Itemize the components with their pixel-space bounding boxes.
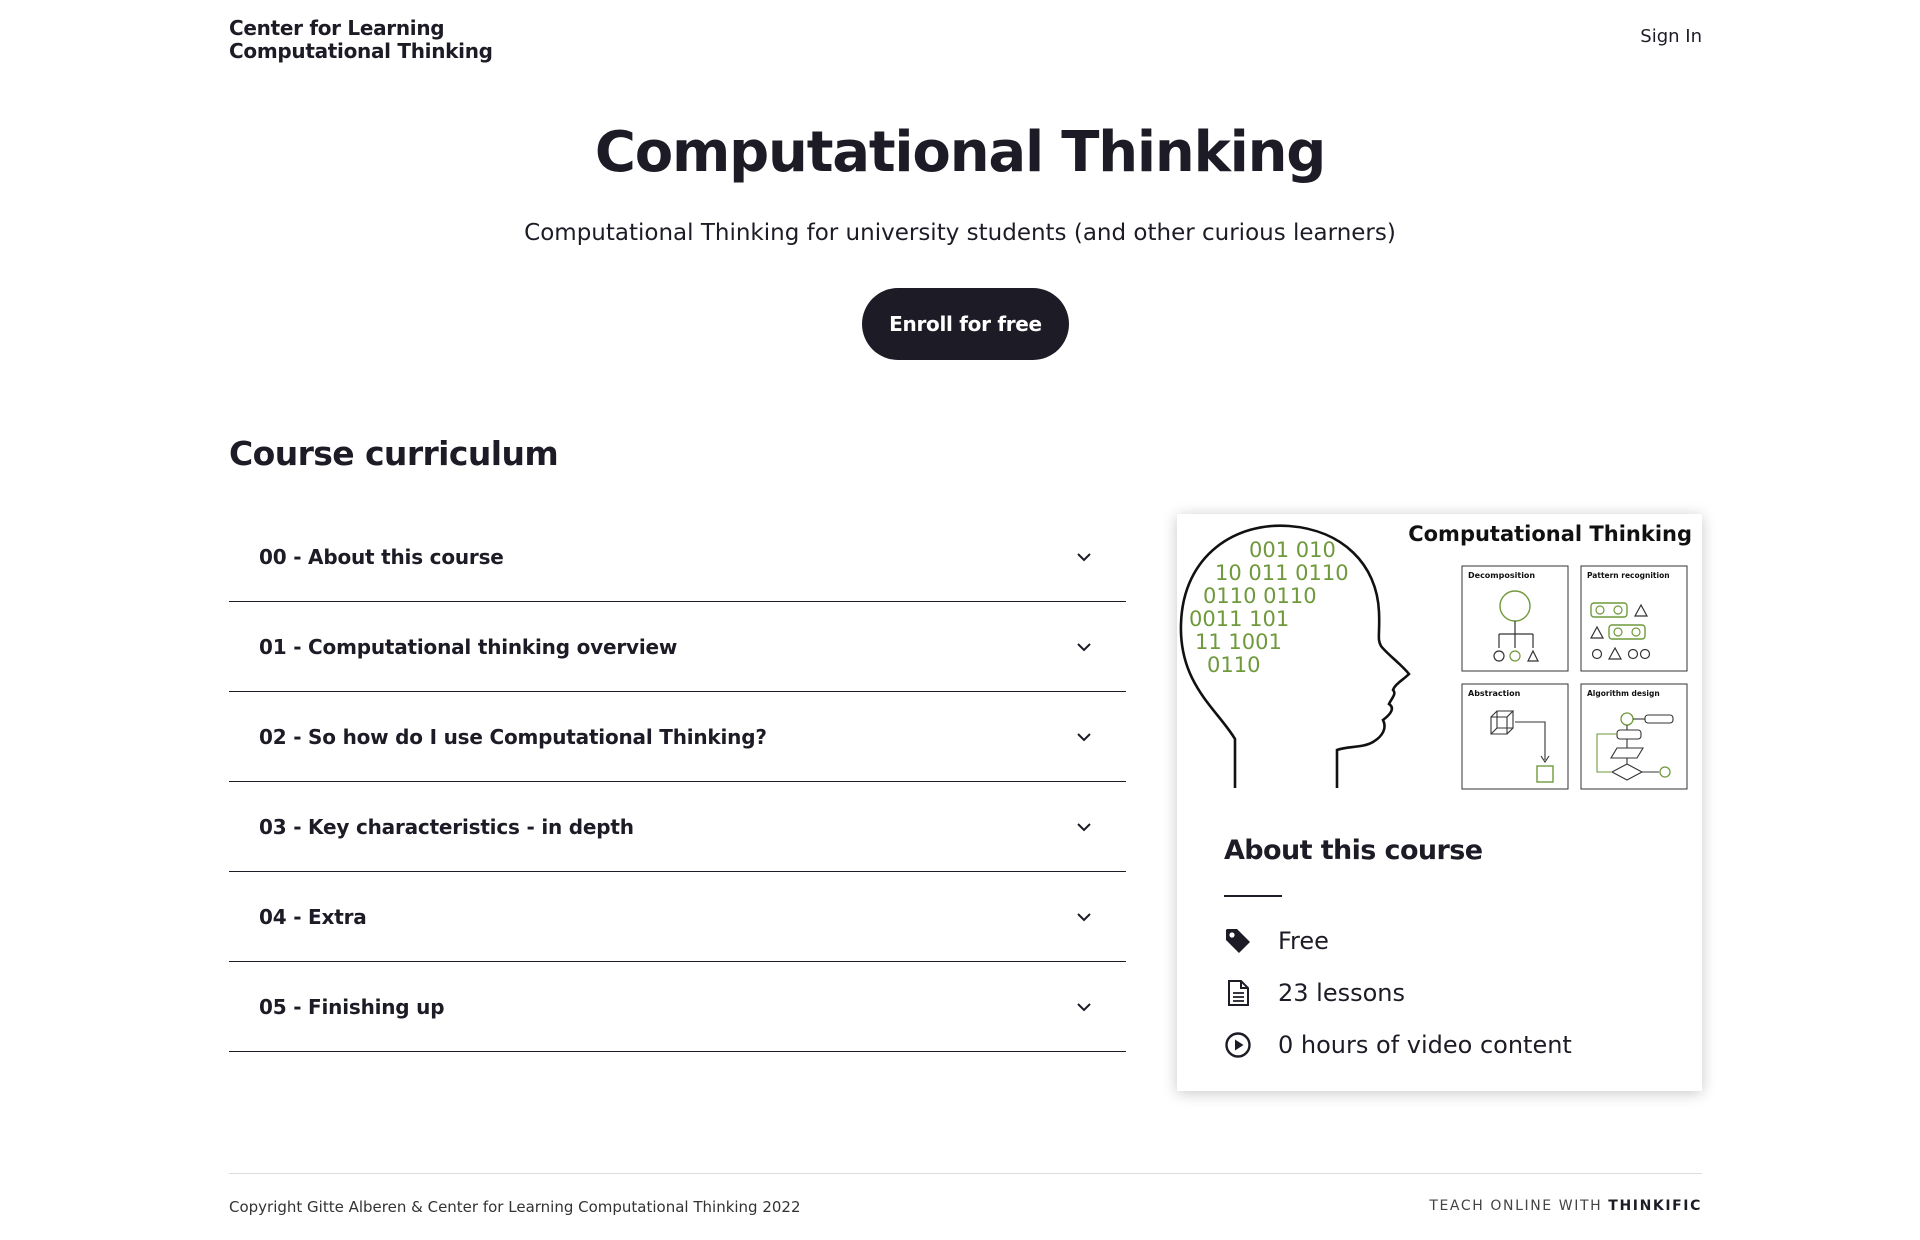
- feature-text: 23 lessons: [1278, 979, 1406, 1007]
- course-cover-image: [1177, 514, 1702, 794]
- binary-line: 0110: [1207, 653, 1261, 677]
- chapter-row[interactable]: [229, 602, 1126, 692]
- teach-prefix: TEACH ONLINE WITH: [1429, 1198, 1609, 1214]
- chapter-label: 03 - Key characteristics - in depth: [259, 815, 634, 839]
- chevron-down-icon: [1076, 549, 1092, 565]
- chevron-down-icon: [1076, 729, 1092, 745]
- thinkific-link[interactable]: [1429, 1198, 1702, 1214]
- chapter-label: 04 - Extra: [259, 905, 367, 929]
- document-icon: [1224, 979, 1252, 1007]
- site-header: [229, 14, 1702, 74]
- feature-text: Free: [1278, 927, 1329, 955]
- footer-copyright: Copyright Gitte Alberen & Center for Learning Computational Thinking 2022: [229, 1198, 801, 1216]
- binary-line: 001 010: [1249, 538, 1336, 562]
- panel-label: Abstraction: [1468, 689, 1521, 698]
- logo-line-2: Computational Thinking: [229, 39, 493, 63]
- chapter-row[interactable]: [229, 962, 1126, 1052]
- panel-label: Decomposition: [1468, 571, 1536, 580]
- thinkific-brand: THINKIFIC: [1608, 1198, 1702, 1214]
- chapter-row[interactable]: [229, 782, 1126, 872]
- tag-icon: [1224, 927, 1252, 955]
- chapter-row[interactable]: [229, 512, 1126, 602]
- about-course-title: About this course: [1224, 835, 1483, 866]
- logo-line-1: Center for Learning: [229, 16, 445, 40]
- chapter-label: 00 - About this course: [259, 545, 504, 569]
- panel-label: Pattern recognition: [1587, 571, 1670, 580]
- chevron-down-icon: [1076, 639, 1092, 655]
- course-info-card: [1177, 514, 1702, 1091]
- chevron-down-icon: [1076, 819, 1092, 835]
- curriculum-chapter-list: [229, 512, 1126, 1052]
- chapter-row[interactable]: [229, 692, 1126, 782]
- binary-line: 0011 101: [1189, 607, 1290, 631]
- binary-line: 11 1001: [1195, 630, 1282, 654]
- cover-title: Computational Thinking: [1408, 522, 1692, 546]
- chapter-label: 01 - Computational thinking overview: [259, 635, 678, 659]
- chevron-down-icon: [1076, 999, 1092, 1015]
- feature-text: 0 hours of video content: [1278, 1031, 1572, 1059]
- sign-in-link[interactable]: Sign In: [1640, 26, 1702, 47]
- feature-video: [1224, 1028, 1684, 1062]
- page-subtitle: Computational Thinking for university students (and other curious learners): [524, 220, 1396, 246]
- binary-line: 0110 0110: [1203, 584, 1317, 608]
- footer-divider: [229, 1173, 1702, 1174]
- enroll-button[interactable]: Enroll for free: [862, 288, 1069, 360]
- binary-line: 10 011 0110: [1215, 561, 1349, 585]
- chapter-row[interactable]: [229, 872, 1126, 962]
- feature-price: [1224, 924, 1684, 958]
- chevron-down-icon: [1076, 909, 1092, 925]
- play-circle-icon: [1224, 1031, 1252, 1059]
- curriculum-title: Course curriculum: [229, 434, 559, 473]
- title-divider: [1224, 895, 1282, 897]
- site-logo[interactable]: [229, 17, 493, 63]
- chapter-label: 02 - So how do I use Computational Thinking?: [259, 725, 767, 749]
- panel-label: Algorithm design: [1587, 689, 1660, 698]
- feature-lessons: [1224, 976, 1684, 1010]
- page-title: Computational Thinking: [594, 120, 1326, 185]
- chapter-label: 05 - Finishing up: [259, 995, 445, 1019]
